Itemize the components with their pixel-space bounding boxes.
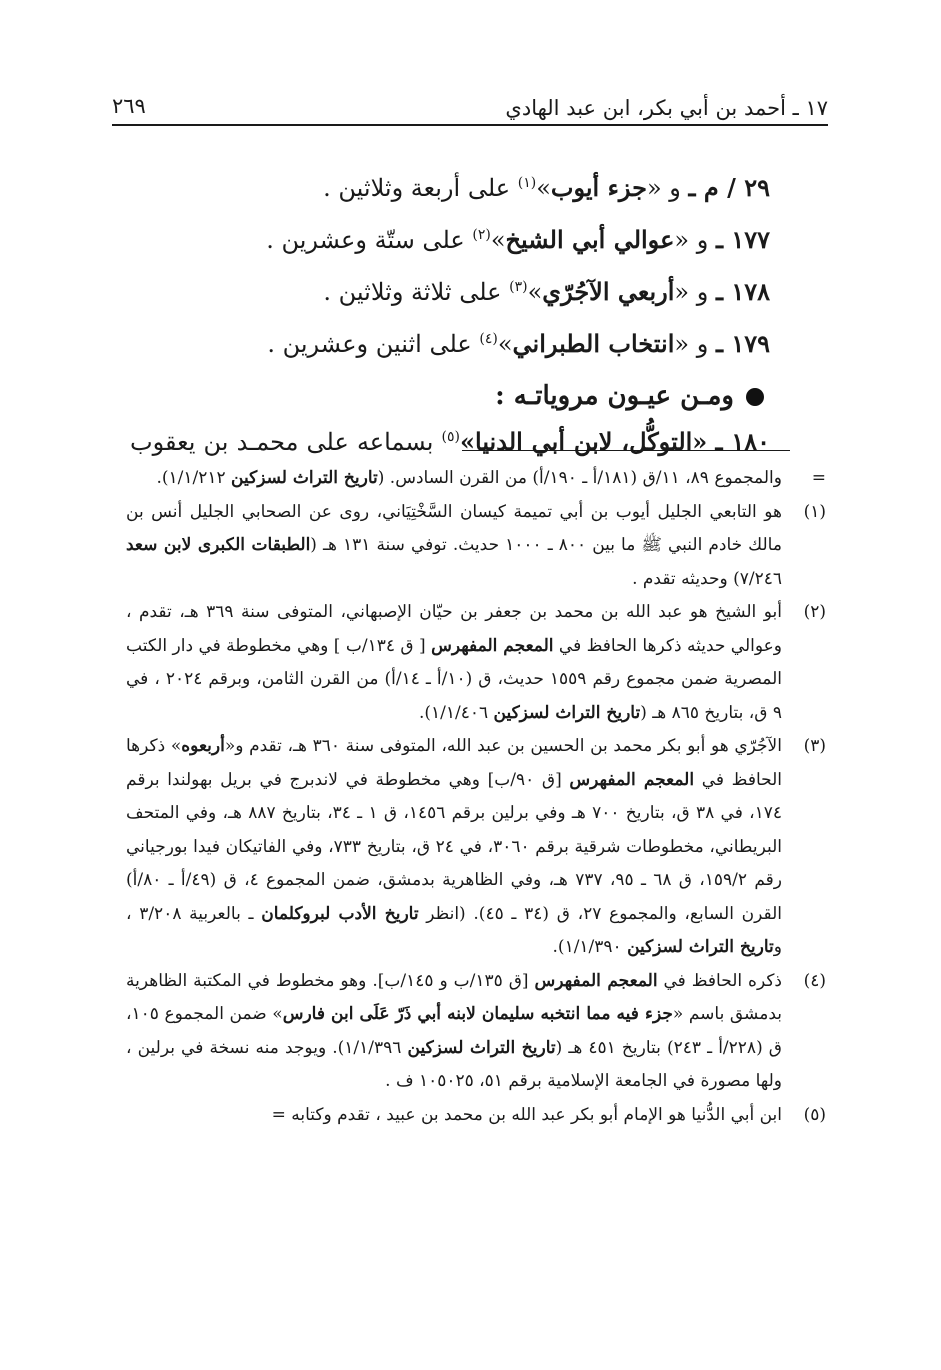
note-text: هو التابعي الجليل أيوب بن أبي تميمة كيسان السَّخْتِيَاني، روى عن الصحابي الجليل أنس بن مالك خادم النبي ﷺ ما بين ٨٠٠ ـ ١٠٠٠ حديث. توفي سنة ١٣١ هـ ( <box>126 501 782 555</box>
entry-post: » <box>536 174 551 202</box>
note-text: [ ق ١٣٤/ب ] وهي مخطوطة في دار الكتب المصرية ضمن مجموع رقم ١٥٥٩ حديث، ق (١٠/أ ـ ١٤/أ) من القرن الثامن، وبرقم ٢٠٢٤ ، في ٩ ق، بتاريخ ٨٦٥ هـ ( <box>126 635 782 723</box>
note-bold: المعجم المفهرس <box>569 769 695 790</box>
bullet-dot-icon <box>746 388 764 406</box>
footnote-ref: (٤) <box>479 331 498 347</box>
entry-title: جزء أيوب <box>550 173 647 202</box>
entry-178 <box>130 272 770 324</box>
footnote-mark: (٣) <box>803 736 826 756</box>
note-text: ـ بالعربية ٣/٢٠٨ ، و <box>126 903 782 957</box>
entry-number: ١٧٧ ـ <box>715 225 770 254</box>
note-text: والمجموع ٨٩، ١١/ق (١٨١/أ ـ ١٩٠/أ) من القرن السادس. ( <box>377 468 782 488</box>
note-bold: تاريخ الأدب لبروكلمان <box>261 903 419 924</box>
entry-pre: و « <box>674 226 709 254</box>
entry-post: » <box>527 278 543 306</box>
footnote-ref: (٢) <box>472 227 491 243</box>
footnote-mark: (٢) <box>803 602 826 622</box>
entry-title: أربعي الآجُرّي <box>542 277 675 306</box>
note-text: » ذكرها الحافظ في <box>126 736 782 790</box>
note-bold: جزء فيه مما انتخبه سليمان لابنه أبي ذَرّ عَلَى ابن فارس <box>282 1004 673 1024</box>
footnote-mark: (٥) <box>803 1104 826 1125</box>
footnote-ref: (١) <box>517 175 537 191</box>
header-title: ١٧ ـ أحمد بن أبي بكر، ابن عبد الهادي <box>505 96 828 120</box>
entry-rest: على ستّة وعشرين . <box>266 226 473 254</box>
page-number: ٢٦٩ <box>112 94 146 118</box>
entry-177 <box>130 220 770 272</box>
footnote-mark: (١) <box>803 501 826 522</box>
note-text: ١/١/٤٠٦). <box>418 702 494 723</box>
entry-rest: على اثنين وعشرين . <box>267 330 480 358</box>
footnote-ref: (٥) <box>441 429 460 445</box>
footnotes <box>126 462 826 1132</box>
entry-rest: بسماعه على محمـد بن يعقوب <box>130 428 442 456</box>
footnote-3 <box>126 730 826 965</box>
entry-number: ١٧٨ ـ <box>715 277 770 306</box>
main-text <box>130 168 770 472</box>
note-bold: أربعوه <box>181 736 225 756</box>
entry-number: ٢٩ / م ـ <box>688 173 770 202</box>
footnote-continuation <box>126 462 826 496</box>
note-text: أبو الشيخ هو عبد الله بن محمد بن جعفر بن حيّان الإصبهاني، المتوفى سنة ٣٦٩ هـ، تقدم ، وعوالي حديثه ذكرها الحافظ في <box>126 602 783 656</box>
entry-29 <box>130 168 770 220</box>
note-text: ١/١/٣٩٠). <box>552 937 628 957</box>
footnote-rule <box>462 450 790 451</box>
note-bold: الطبقات الكبرى لابن سعد <box>126 535 311 555</box>
entry-title: انتخاب الطبراني <box>512 329 675 358</box>
note-text: ٧/٢٤٦) وحديثه تقدم . <box>632 568 782 589</box>
entry-post: » <box>490 226 506 254</box>
section-heading <box>130 376 770 422</box>
note-text: ذكره الحافظ في <box>657 970 783 991</box>
running-header <box>112 92 828 122</box>
entry-rest: على أربعة وثلاثين . <box>323 174 518 202</box>
entry-pre: و « <box>674 278 709 306</box>
note-text: » ضمن المجموع ١٠٥، ق (٢٢٨/أ ـ ٢٤٣) بتاريخ ٤٥١ هـ ( <box>126 1004 782 1058</box>
footnote-mark: (٤) <box>803 970 826 991</box>
entry-number: ١٨٠ ـ <box>715 427 770 456</box>
note-text: ١/١/٢١٢). <box>156 468 232 488</box>
note-bold: المعجم المفهرس <box>431 635 554 656</box>
section-heading-text: ومـن عيـون مروياتـه : <box>495 381 734 411</box>
footnote-ref: (٣) <box>509 279 528 295</box>
entry-title: عوالي أبي الشيخ <box>505 225 675 254</box>
note-text: ١/١/٣٩٦). ويوجد منه نسخة في برلين ، ولها مصورة في الجامعة الإسلامية برقم ٥١، ١٠٥٠٢٥ ف . <box>126 1037 782 1091</box>
note-text: [ق ٩٠/ب] وهي مخطوطة في لاندبرج في بريل بهولندا برقم ١٧٤، في ٣٨ ق، بتاريخ ٧٠٠ هـ وفي برلين برقم ١٤٥٦، ق ١ ـ ٣٤، بتاريخ ٨٨٧ هـ، وفي المتحف البريطاني، مخطوطات شرقية برقم ٣٠٦٠، في ٢٤ ق، بتاريخ ٧٣٣، وفي الفاتيكان فيدا بورجياني رقم ١٥٩/٢، ق ٦٨ ـ ٩٥، ٧٣٧ هـ، وفي الظاهرية بدمشق، ضمن المجموع ٤، ق (٤٩/أ ـ ٨٠/أ) القرن السابع، والمجموع ٢٧، ق (٣٤ ـ ٤٥). (انظر <box>126 769 782 924</box>
footnote-1 <box>126 496 826 597</box>
footnote-5 <box>126 1099 826 1133</box>
note-bold: تاريخ التراث لسزكين <box>627 937 774 957</box>
footnote-2 <box>126 596 826 730</box>
note-text: ابن أبي الدُّنيا هو الإمام أبو بكر عبد الله بن محمد بن عبيد ، تقدم وكتابه = <box>271 1104 782 1125</box>
note-bold: تاريخ التراث لسزكين <box>493 702 641 723</box>
note-bold: المعجم المفهرس <box>534 970 658 991</box>
note-bold: تاريخ التراث لسزكين <box>231 468 378 488</box>
entry-pre: و « <box>646 174 681 202</box>
note-text: [ق ١٣٥/ب و ١٤٥/ب]. وهو مخطوط في المكتبة الظاهرية بدمشق باسم « <box>126 970 782 1024</box>
note-text: الآجُرّي هو أبو بكر محمد بن الحسين بن عبد الله، المتوفى سنة ٣٦٠ هـ، تقدم و« <box>224 736 782 756</box>
entry-rest: على ثلاثة وثلاثين . <box>323 278 510 306</box>
entry-title: «التوكُّل، لابن أبي الدنيا» <box>460 427 708 456</box>
entry-post: » <box>497 330 513 358</box>
entry-pre: و « <box>674 330 709 358</box>
note-bold: تاريخ التراث لسزكين <box>407 1037 556 1058</box>
entry-number: ١٧٩ ـ <box>715 329 770 358</box>
footnote-4 <box>126 965 826 1099</box>
continuation-mark: = <box>811 468 826 488</box>
entry-179 <box>130 324 770 376</box>
header-rule <box>112 124 828 126</box>
